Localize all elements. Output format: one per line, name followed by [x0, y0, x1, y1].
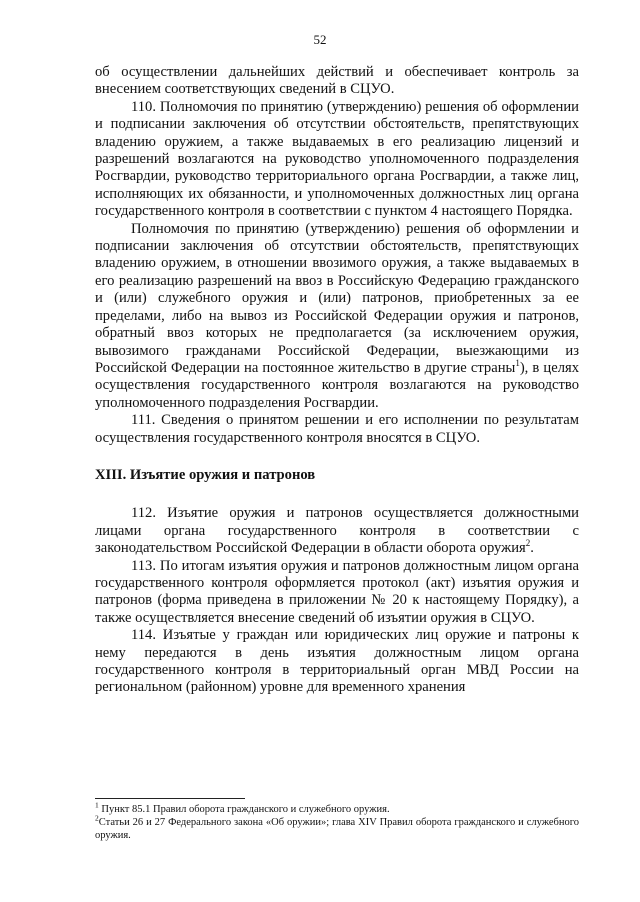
footnote-2 [95, 813, 579, 842]
paragraph-113: 113. По итогам изъятия оружия и патронов должностным лицом органа государственного контроля оформляется протокол (акт) изъятия оружия и патронов (форма приведена в приложении № 20 к настоящему Порядку), а также осуществляется внесение сведений об изъятии оружия в СЦУО. [95, 557, 579, 626]
paragraph-112-end: . [530, 540, 534, 557]
page-number: 52 [313, 32, 327, 47]
footnotes [95, 800, 579, 842]
paragraph-110-import [95, 221, 579, 412]
paragraph-112 [95, 505, 579, 557]
paragraph-111: 111. Сведения о принятом решении и его исполнении по результатам осуществления государственного контроля вносятся в СЦУО. [95, 412, 579, 446]
footnote-1-mark: 1 [95, 800, 99, 810]
paragraph-110-import-tail: ), в целях осуществления государственного контроля возлагаются на руководство уполномоченного подразделения Росгвардии. [95, 359, 579, 411]
section-heading: XIII. Изъятие оружия и патронов [95, 466, 316, 483]
paragraph-112-text: 112. Изъятие оружия и патронов осуществляется должностными лицами органа государственного контроля в соответствии с законодательством Российской Федерации в области оборота оружия [95, 505, 579, 557]
document-body [95, 64, 579, 697]
footnote-ref-1: 1 [515, 358, 520, 369]
footnote-2-mark: 2 [95, 813, 99, 823]
paragraph-110: 110. Полномочия по принятию (утверждению) решения об оформлении и подписании заключения об отсутствии обстоятельств, препятствующих владению оружием, а также выдаваемых в его реализацию лицензий и разрешений возлагаются на руководство уполномоченного подразделения Росгвардии, руководство территориального органа Росгвардии, а также лиц, исполняющих их обязанности, и уполномоченных должностных лиц органа государственного контроля в соответствии с пунктом 4 настоящего Порядка. [95, 98, 579, 220]
footnote-1-text: Пункт 85.1 Правил оборота гражданского и служебного оружия. [101, 804, 390, 815]
footnote-divider [95, 798, 245, 799]
footnote-1 [95, 800, 579, 816]
paragraph-110-import-text: Полномочия по принятию (утверждению) решения об оформлении и подписании заключения об отсутствии обстоятельств, препятствующих владению оружием, в отношении ввозимого оружия, а также выдаваемых в его реализацию разрешений на ввоз в Российскую Федерацию гражданского и (или) служебного оружия и (или) патронов, приобретенных за ее пределами, либо на вывоз из Российской Федерации оружия и патронов, обратный ввоз которых не предполагается (за исключением оружия, вывозимого гражданами Российской Федерации, выезжающими из Российской Федерации на постоянное жительство в другие страны [95, 220, 579, 376]
paragraph-continuation: об осуществлении дальнейших действий и обеспечивает контроль за внесением соответствующих сведений в СЦУО. [95, 64, 579, 98]
paragraph-114: 114. Изъятые у граждан или юридических лиц оружие и патроны к нему передаются в день изъятия должностным лицом органа государственного контроля в территориальный орган МВД России на региональном (районном) уровне для временного хранения [95, 627, 579, 696]
footnote-2-text: Статьи 26 и 27 Федерального закона «Об оружии»; глава XIV Правил оборота гражданского и служебного оружия. [95, 817, 579, 841]
footnote-ref-2: 2 [525, 538, 531, 549]
